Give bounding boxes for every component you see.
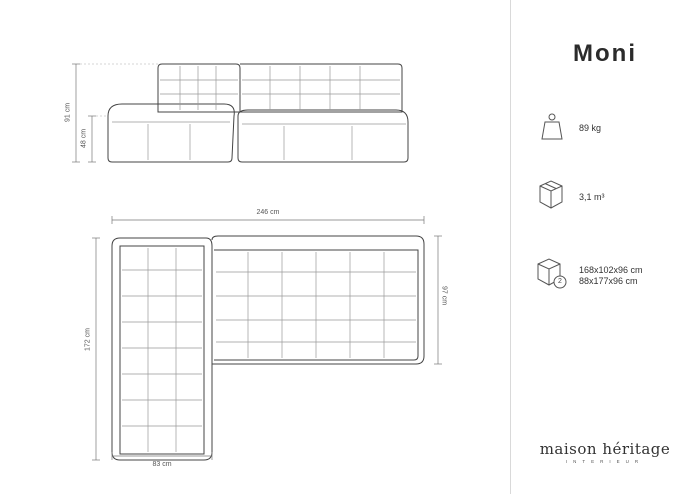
package-1-dimensions: 168x102x96 cm — [579, 265, 643, 275]
chaise-length-label: 172 cm — [84, 328, 92, 351]
package-count-badge: 2 — [558, 278, 562, 285]
chaise-width-label: 83 cm — [152, 461, 172, 468]
seat-height-label: 48 cm — [80, 128, 88, 149]
volume-box-icon — [540, 181, 562, 208]
brand-subtitle: INTERIEUR — [565, 459, 645, 464]
width-total-label: 246 cm — [256, 209, 280, 216]
weight-icon — [542, 114, 562, 139]
top-quilting — [122, 248, 416, 452]
sofa-front-view — [108, 64, 408, 162]
package-2-dimensions: 88x177x96 cm — [579, 276, 638, 286]
product-title: Moni — [573, 40, 637, 67]
weight-value: 89 kg — [579, 123, 602, 133]
height-total-label: 91 cm — [64, 102, 72, 123]
brand-logo-text: maison héritage — [539, 440, 671, 458]
front-quilting — [112, 66, 406, 160]
volume-value: 3,1 m³ — [579, 192, 605, 202]
front-dimension-guides — [80, 64, 158, 116]
top-dimension-lines — [92, 216, 442, 460]
depth-main-label: 97 cm — [440, 285, 448, 306]
